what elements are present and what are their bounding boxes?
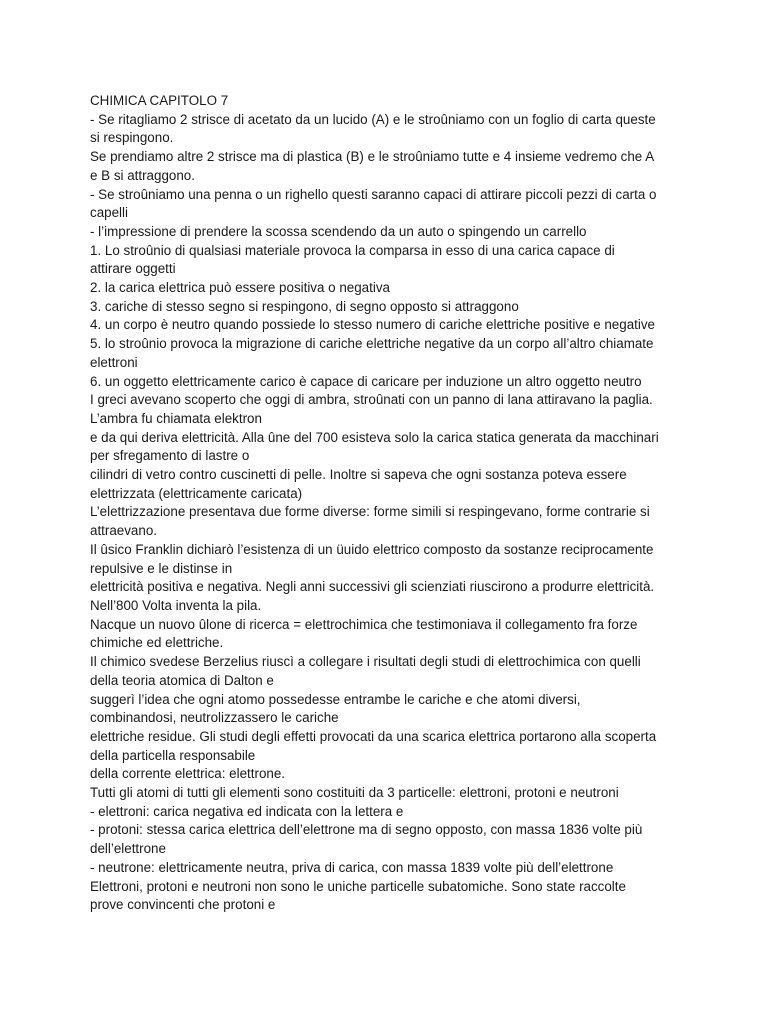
text-line: - l’impressione di prendere la scossa scendendo da un auto o spingendo un carrello bbox=[90, 223, 587, 239]
text-line: I greci avevano scoperto che oggi di ambra, stroûnati con un panno di lana attiravano la paglia. bbox=[90, 392, 653, 408]
text-line: della particella responsabile bbox=[90, 747, 256, 763]
text-line: elettrizzata (elettricamente caricata) bbox=[90, 485, 303, 501]
text-line: - protoni: stessa carica elettrica dell’elettrone ma di segno opposto, con massa 1836 volte più bbox=[90, 822, 643, 838]
text-line: elettroni bbox=[90, 354, 138, 370]
text-line: Il ûsico Franklin dichiarò l’esistenza di un üuido elettrico composto da sostanze reciprocamente bbox=[90, 541, 654, 557]
text-line: elettriche residue. Gli studi degli effetti provocati da una scarica elettrica portarono alla scoperta bbox=[90, 728, 657, 744]
document-title: CHIMICA CAPITOLO 7 bbox=[90, 93, 229, 108]
text-line: Se prendiamo altre 2 strisce ma di plastica (B) e le stroûniamo tutte e 4 insieme vedremo che A bbox=[90, 149, 655, 165]
text-line: chimiche ed elettriche. bbox=[90, 635, 224, 651]
text-line: prove convincenti che protoni e bbox=[90, 897, 276, 913]
text-line: Nacque un nuovo ûlone di ricerca = elettrochimica che testimoniava il collegamento fra forze bbox=[90, 616, 638, 632]
text-line: - Se stroûniamo una penna o un righello questi saranno capaci di attirare piccoli pezzi di carta o bbox=[90, 186, 657, 202]
text-line: dell’elettrone bbox=[90, 841, 166, 857]
text-line: - elettroni: carica negativa ed indicata con la lettera e bbox=[90, 803, 404, 819]
text-line: L’elettrizzazione presentava due forme diverse: forme simili si respingevano, forme contrarie si bbox=[90, 504, 650, 520]
text-line: cilindri di vetro contro cuscinetti di pelle. Inoltre si sapeva che ogni sostanza poteva essere bbox=[90, 467, 627, 483]
text-line: repulsive e le distinse in bbox=[90, 560, 233, 576]
text-line: 2. la carica elettrica può essere positiva o negativa bbox=[90, 280, 390, 296]
text-line: Nell’800 Volta inventa la pila. bbox=[90, 597, 262, 613]
text-line: 4. un corpo è neutro quando possiede lo stesso numero di cariche elettriche positive e negative bbox=[90, 317, 655, 333]
text-line: 1. Lo stroûnio di qualsiasi materiale provoca la comparsa in esso di una carica capace di bbox=[90, 242, 615, 258]
text-line: 6. un oggetto elettricamente carico è capace di caricare per induzione un altro oggetto neutro bbox=[90, 373, 642, 389]
text-line: della corrente elettrica: elettrone. bbox=[90, 766, 286, 782]
text-line: capelli bbox=[90, 205, 128, 221]
text-line: e B si attraggono. bbox=[90, 167, 195, 183]
text-line: combinandosi, neutrolizzassero le cariche bbox=[90, 710, 339, 726]
text-line: 5. lo stroûnio provoca la migrazione di cariche elettriche negative da un corpo all’altro chiamate bbox=[90, 336, 654, 352]
text-line: - Se ritagliamo 2 strisce di acetato da un lucido (A) e le stroûniamo con un foglio di carta queste bbox=[90, 111, 656, 127]
text-line: L’ambra fu chiamata elektron bbox=[90, 410, 262, 426]
text-line: elettricità positiva e negativa. Negli anni successivi gli scienziati riuscirono a produrre elettricità. bbox=[90, 579, 655, 595]
document-page bbox=[90, 92, 690, 915]
text-line: - neutrone: elettricamente neutra, priva di carica, con massa 1839 volte più dell’elettrone bbox=[90, 859, 614, 875]
text-line: Elettroni, protoni e neutroni non sono le uniche particelle subatomiche. Sono state raccolte bbox=[90, 878, 626, 894]
text-line: e da qui deriva elettricità. Alla ûne del 700 esisteva solo la carica statica generata da macchinari bbox=[90, 429, 659, 445]
text-line: Tutti gli atomi di tutti gli elementi sono costituiti da 3 particelle: elettroni, protoni e neutroni bbox=[90, 785, 619, 801]
text-line: per sfregamento di lastre o bbox=[90, 448, 250, 464]
text-line: della teoria atomica di Dalton e bbox=[90, 672, 274, 688]
text-line: Il chimico svedese Berzelius riuscì a collegare i risultati degli studi di elettrochimica con quelli bbox=[90, 654, 641, 670]
text-line: 3. cariche di stesso segno si respingono, di segno opposto si attraggono bbox=[90, 298, 519, 314]
text-line: attraevano. bbox=[90, 523, 157, 539]
text-line: suggerì l’idea che ogni atomo possedesse entrambe le cariche e che atomi diversi, bbox=[90, 691, 581, 707]
text-line: si respingono. bbox=[90, 130, 174, 146]
text-line: attirare oggetti bbox=[90, 261, 176, 277]
